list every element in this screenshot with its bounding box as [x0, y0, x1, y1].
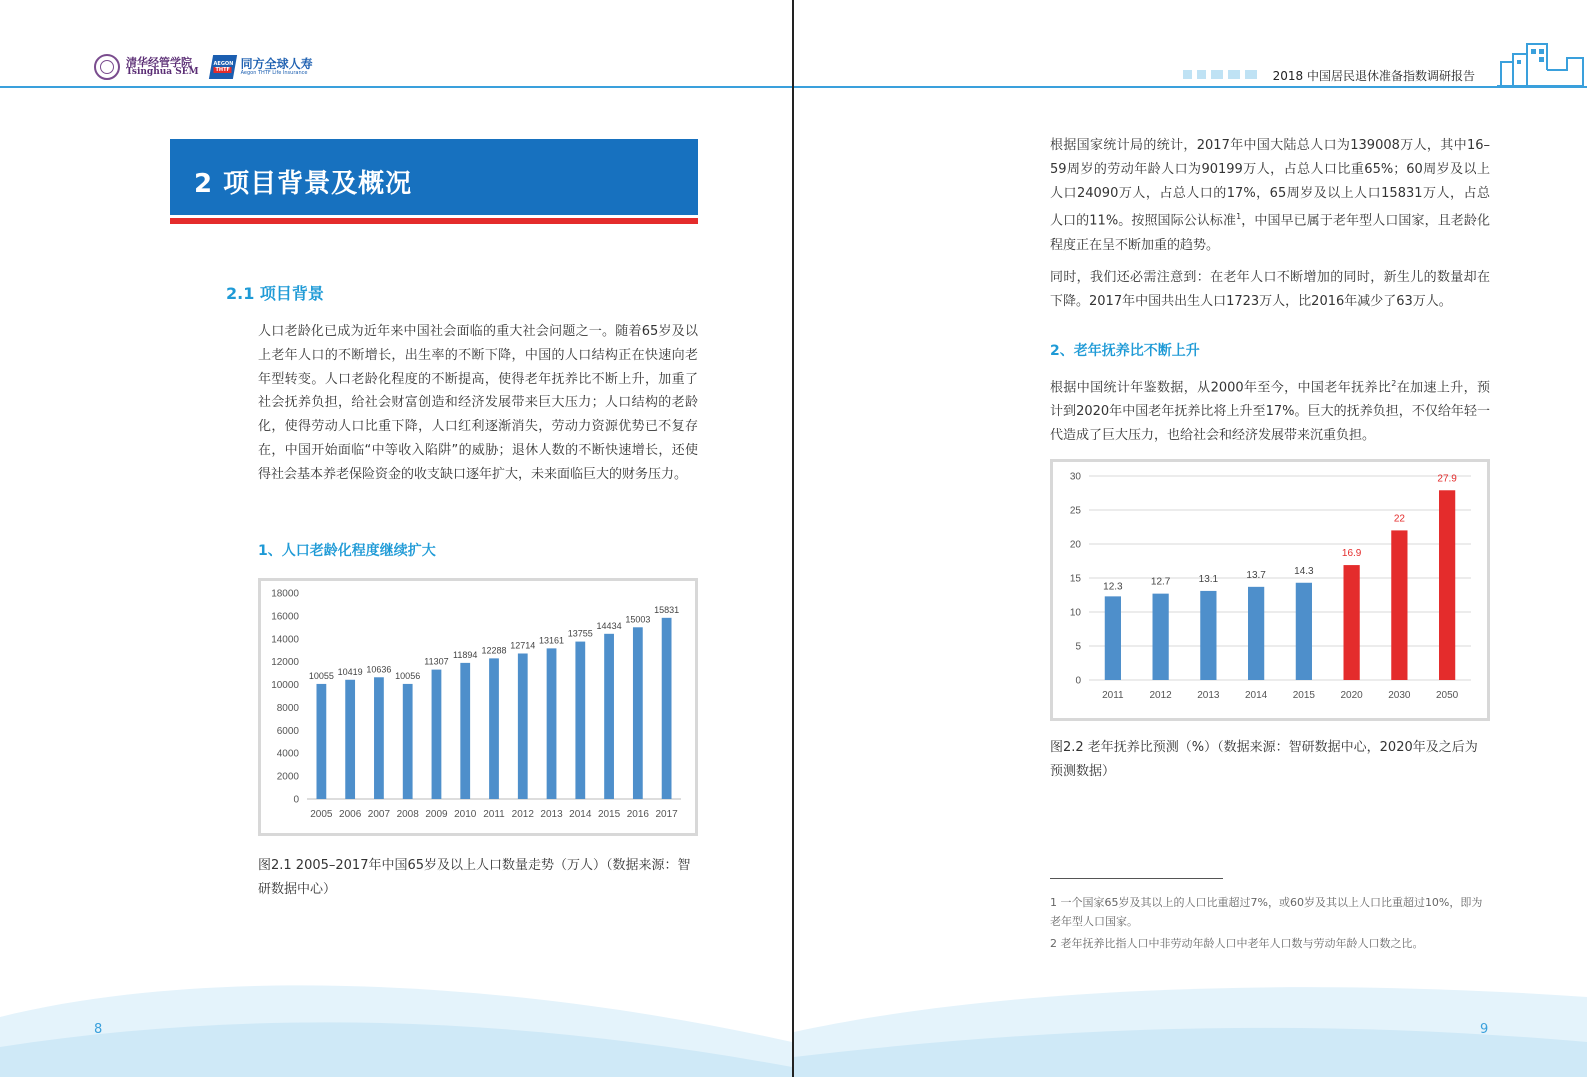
bar [662, 618, 672, 799]
y-tick-label: 10 [1069, 607, 1081, 619]
data-label: 12.3 [1103, 581, 1123, 593]
y-tick-label: 0 [293, 794, 299, 806]
tsinghua-seal-icon [94, 54, 120, 80]
aegon-badge-bottom: THTF [214, 67, 230, 73]
bar [1153, 594, 1169, 680]
aegon-badge-top: AEGON [213, 61, 234, 67]
chart-dependency-ratio [1050, 459, 1490, 721]
data-label: 13161 [539, 635, 565, 646]
y-tick-label: 12000 [271, 657, 299, 669]
y-tick-label: 30 [1069, 471, 1081, 483]
y-tick-label: 5 [1075, 641, 1081, 653]
page-number-right: 9 [1480, 1022, 1489, 1037]
footnote-2: 2 老年抚养比指人口中非劳动年龄人口中老年人口数与劳动年龄人口数之比。 [1050, 937, 1424, 950]
x-tick-label: 2011 [483, 809, 505, 820]
figure1-caption: 图2.1 2005–2017年中国65岁及以上人口数量走势（万人）（数据来源：智研数据中心） [258, 858, 691, 897]
data-label: 10419 [337, 666, 363, 677]
data-label: 10055 [308, 670, 334, 681]
figure2-caption: 图2.2 老年抚养比预测（%）（数据来源：智研数据中心，2020年及之后为预测数据） [1050, 740, 1478, 779]
y-tick-label: 0 [1075, 675, 1081, 687]
x-tick-label: 2020 [1340, 690, 1363, 701]
data-label: 14434 [596, 620, 622, 631]
data-label: 13.1 [1198, 573, 1219, 585]
x-tick-label: 2010 [454, 809, 477, 820]
footnote-rule [1050, 878, 1223, 879]
building-skyline-icon [1497, 40, 1587, 88]
data-label: 22 [1393, 513, 1405, 525]
bar [374, 677, 384, 799]
x-tick-label: 2006 [339, 809, 362, 820]
bar [1200, 591, 1216, 680]
bar [1391, 530, 1407, 680]
report-title: 2018 中国居民退休准备指数调研报告 [1272, 69, 1475, 83]
bar [633, 627, 643, 799]
header-deco-squares [1183, 70, 1257, 79]
footnote-1: 1 一个国家65岁及其以上的人口比重超过7%，或60岁及其以上人口比重超过10%，即为老年型人口国家。 [1050, 896, 1483, 928]
x-tick-label: 2017 [655, 809, 678, 820]
bar [489, 658, 499, 799]
x-tick-label: 2013 [1197, 690, 1220, 701]
header-rule-right [794, 86, 1587, 88]
data-label: 12288 [481, 645, 507, 656]
x-tick-label: 2012 [1149, 690, 1172, 701]
y-tick-label: 4000 [276, 748, 299, 760]
y-tick-label: 20 [1069, 539, 1081, 551]
chart-65plus-population [258, 578, 698, 836]
stats-paragraph-text: 根据国家统计局的统计，2017年中国大陆总人口为139008万人，其中16–59周岁的劳动年龄人口为90199万人，占总人口比重65%；60周岁及以上人口24090万人，占总人口的17%，65周岁及以上人口15831万人，占总人口的11%。按照国际公认标准 [1050, 138, 1490, 229]
data-label: 14.3 [1294, 565, 1314, 577]
x-tick-label: 2016 [626, 809, 649, 820]
data-label: 11894 [453, 649, 478, 660]
x-tick-label: 2015 [597, 809, 621, 820]
subsection-title: 2.1 项目背景 [226, 284, 324, 303]
book-spine [792, 0, 794, 1077]
x-tick-label: 2007 [367, 809, 391, 820]
bar [1344, 565, 1360, 680]
y-tick-label: 15 [1069, 573, 1081, 585]
bar [345, 680, 355, 799]
ratio-paragraph-a: 根据中国统计年鉴数据，从2000年至今，中国老年抚养比 [1050, 380, 1392, 396]
header-logos [94, 54, 313, 80]
footnote-ref-2: 2 [1391, 379, 1397, 388]
y-tick-label: 16000 [271, 611, 299, 623]
x-tick-label: 2009 [425, 809, 448, 820]
point1-title: 1、人口老龄化程度继续扩大 [258, 543, 436, 559]
x-tick-label: 2014 [1245, 690, 1268, 701]
chart2-svg [1053, 462, 1487, 718]
x-tick-label: 2013 [540, 809, 563, 820]
ratio-paragraph [1050, 372, 1490, 448]
aegon-badge-icon [208, 55, 236, 79]
aegon-logo-cn: 同方全球人寿 [240, 56, 313, 71]
data-label: 15831 [654, 604, 680, 615]
data-label: 12.7 [1150, 576, 1171, 588]
bar [316, 684, 326, 799]
data-label: 12714 [510, 640, 536, 651]
bottom-wave-decoration [0, 957, 1587, 1077]
data-label: 15003 [625, 614, 651, 625]
tsinghua-logo-text [126, 57, 199, 78]
header-rule-left [0, 86, 792, 88]
chart1-svg [261, 581, 695, 833]
section-title-red-stripe [170, 218, 698, 224]
y-tick-label: 25 [1069, 505, 1081, 517]
stats-paragraph-tail: ，中国早已属于老年型人口国家，且老龄化程度正在呈不断加重的趋势。 [1050, 213, 1490, 253]
bar [1439, 490, 1455, 680]
y-tick-label: 14000 [271, 634, 299, 646]
data-label: 10056 [395, 670, 421, 681]
point2-title: 2、老年抚养比不断上升 [1050, 343, 1200, 359]
data-label: 27.9 [1437, 473, 1457, 485]
bar [1296, 583, 1312, 680]
page-number-left: 8 [94, 1022, 103, 1037]
x-tick-label: 2030 [1388, 690, 1411, 701]
data-label: 13755 [567, 628, 593, 639]
bar [575, 642, 585, 799]
section-title: 2 项目背景及概况 [194, 169, 413, 199]
aegon-logo-text [241, 58, 313, 77]
bar [547, 648, 557, 799]
y-tick-label: 8000 [276, 702, 299, 714]
data-label: 13.7 [1246, 569, 1266, 581]
x-tick-label: 2011 [1102, 690, 1124, 701]
bar [1248, 587, 1264, 680]
x-tick-label: 2005 [310, 809, 333, 820]
aegon-logo-en: Aegon THTF Life Insurance [240, 69, 308, 76]
x-tick-label: 2008 [396, 809, 419, 820]
bar [518, 653, 528, 799]
intro-paragraph: 人口老龄化已成为近年来中国社会面临的重大社会问题之一。随着65岁及以上老年人口的不断增长，出生率的不断下降，中国的人口结构正在快速向老年型转变。人口老龄化程度的不断提高，使得老年抚养比不断上升，加重了社会抚养负担，给社会财富创造和经济发展带来巨大压力；人口结构的老龄化，使得劳动人口比重下降，人口红利逐渐消失，劳动力资源优势已不复存在，中国开始面临“中等收入陷阱”的威胁；退休人数的不断快速增长，还使得社会基本养老保险资金的收支缺口逐年扩大，未来面临巨大的财务压力。 [258, 324, 698, 482]
bar [1105, 596, 1121, 680]
x-tick-label: 2012 [511, 809, 534, 820]
y-tick-label: 18000 [271, 588, 299, 600]
y-tick-label: 10000 [271, 680, 299, 692]
stats-paragraph [1050, 134, 1490, 257]
footnote-ref-1: 1 [1236, 212, 1242, 222]
bar [460, 663, 470, 799]
y-tick-label: 6000 [276, 725, 299, 737]
bar [432, 670, 442, 799]
data-label: 16.9 [1341, 548, 1362, 560]
bar [403, 684, 413, 799]
data-label: 11307 [424, 656, 449, 667]
section-title-band [170, 139, 698, 215]
ratio-paragraph-b: 在加速上升，预计到2020年中国老年抚养比将上升至17%。巨大的抚养负担，不仅给年轻一代造成了巨大压力，也给社会和经济发展带来沉重负担。 [1050, 380, 1490, 443]
x-tick-label: 2015 [1292, 690, 1315, 701]
bar [604, 634, 614, 799]
x-tick-label: 2050 [1436, 690, 1459, 701]
data-label: 10636 [366, 664, 392, 675]
birth-paragraph: 同时，我们还必需注意到：在老年人口不断增加的同时，新生儿的数量却在下降。2017年中国共出生人口1723万人，比2016年减少了63万人。 [1050, 270, 1490, 309]
tsinghua-logo-en: Tsinghua SEM [126, 67, 199, 78]
tsinghua-logo-cn: 清华经管学院 [126, 55, 192, 69]
x-tick-label: 2014 [569, 809, 592, 820]
y-tick-label: 2000 [276, 771, 299, 783]
